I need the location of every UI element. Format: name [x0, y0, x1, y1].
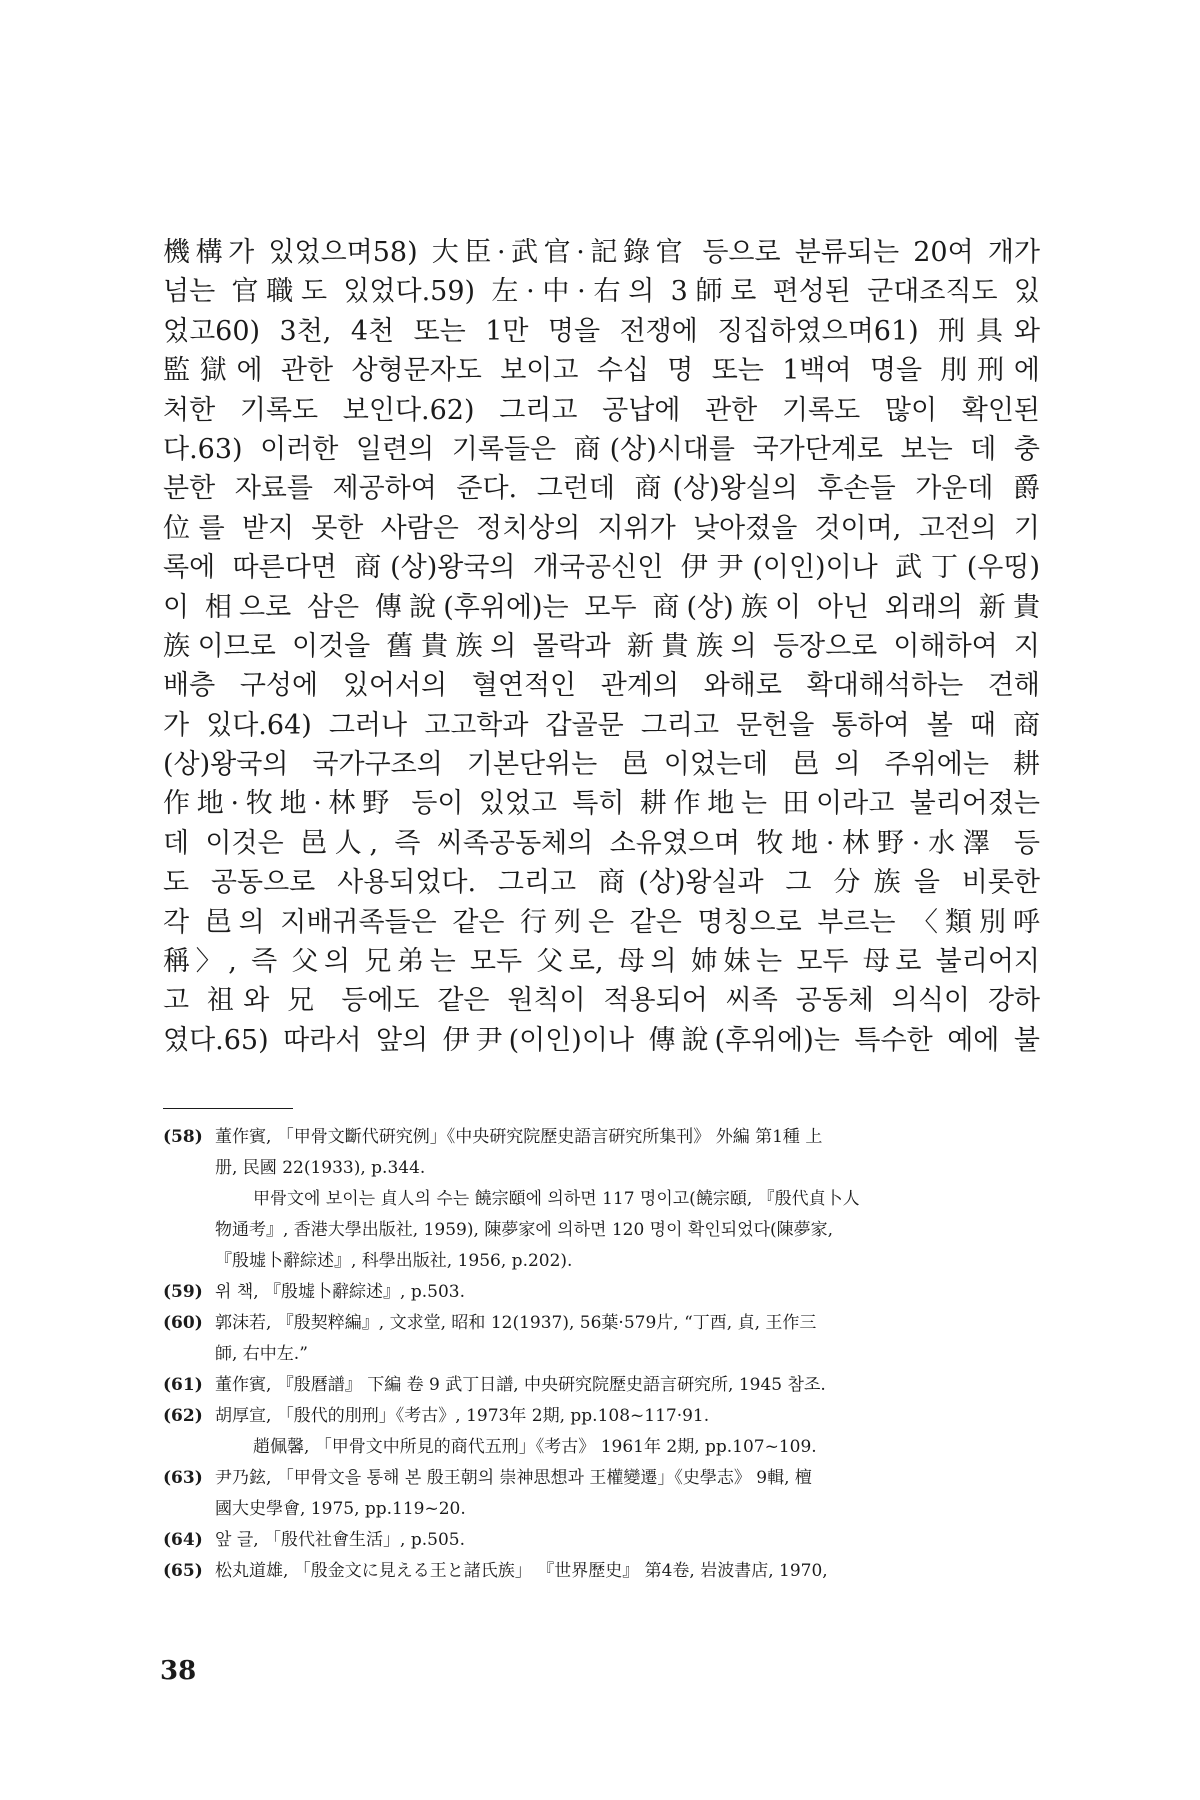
footnote-text: 董作賓, 『殷曆譜』 下編 卷 9 武丁日譜, 中央硏究院歷史語言硏究所, 1945 참조.	[215, 1375, 826, 1395]
footnote-text: 物通考』, 香港大學出版社, 1959), 陳夢家에 의하면 120 명이 확인되었다(陳夢家,	[215, 1220, 834, 1240]
footnote-continuation	[163, 1432, 1040, 1463]
footnote-60	[163, 1308, 1040, 1339]
footnote-text: 董作賓, 「甲骨文斷代硏究例」《中央硏究院歷史語言硏究所集刊》 外編 第1種 上	[215, 1127, 823, 1147]
footnote-text: 앞 글, 「殷代社會生活」, p.505.	[215, 1530, 466, 1550]
footnote-text: 『殷墟卜辭綜述』, 科學出版社, 1956, p.202).	[215, 1251, 573, 1271]
footnote-59	[163, 1277, 1040, 1308]
footnote-number: (59)	[163, 1282, 203, 1302]
page-number: 38	[160, 1656, 197, 1686]
footnote-text: 册, 民國 22(1933), p.344.	[215, 1158, 426, 1178]
text-line: 분한 자료를 제공하여 준다. 그런데 商(상)왕실의 후손들 가운데 爵	[163, 473, 1040, 505]
footnotes	[163, 1122, 1040, 1587]
footnote-58	[163, 1122, 1040, 1153]
text-line: 다.63) 이러한 일련의 기록들은 商(상)시대를 국가단계로 보는 데 충	[163, 433, 1040, 465]
text-line: 넘는 官職도 있었다.59) 左·中·右의 3師로 편성된 군대조직도 있	[163, 276, 1040, 308]
footnote-64	[163, 1525, 1040, 1556]
footnote-number: (64)	[163, 1530, 203, 1550]
footnote-text: 國大史學會, 1975, pp.119~20.	[215, 1499, 466, 1519]
footnote-text: 松丸道雄, 「殷金文に見える王と諸氏族」 『世界歷史』 第4卷, 岩波書店, 1970,	[215, 1561, 828, 1581]
text-line: 가 있다.64) 그러나 고고학과 갑골문 그리고 문헌을 통하여 볼 때 商	[163, 709, 1040, 741]
footnote-number: (61)	[163, 1375, 203, 1395]
text-line: 도 공동으로 사용되었다. 그리고 商(상)왕실과 그 分族을 비롯한	[163, 867, 1040, 899]
text-line: 族이므로 이것을 舊貴族의 몰락과 新貴族의 등장으로 이해하여 지	[163, 630, 1040, 662]
footnote-number: (58)	[163, 1127, 203, 1147]
text-line: 監獄에 관한 상형문자도 보이고 수십 명 또는 1백여 명을 刖刑에	[163, 355, 1040, 387]
footnote-continuation	[163, 1215, 1040, 1246]
footnote-text: 師, 右中左.”	[215, 1344, 308, 1364]
footnote-continuation	[163, 1184, 1040, 1215]
text-line: 데 이것은 邑人, 즉 씨족공동체의 소유였으며 牧地·林野·水澤 등	[163, 827, 1040, 859]
text-line: 록에 따른다면 商(상)왕국의 개국공신인 伊尹(이인)이나 武丁(우띵)	[163, 552, 1040, 584]
footnote-text: 胡厚宣, 「殷代的刖刑」《考古》, 1973年 2期, pp.108~117·91.	[215, 1406, 710, 1426]
body-text	[163, 233, 1040, 1060]
text-line: 이 相으로 삼은 傳說(후위에)는 모두 商(상)族이 아닌 외래의 新貴	[163, 591, 1040, 623]
footnote-text: 위 책, 『殷墟卜辭綜述』, p.503.	[215, 1282, 466, 1302]
footnote-number: (62)	[163, 1406, 203, 1426]
footnote-number: (63)	[163, 1468, 203, 1488]
footnote-divider	[163, 1108, 293, 1109]
footnote-text: 趙佩馨, 「甲骨文中所見的商代五刑」《考古》 1961年 2期, pp.107~109.	[253, 1437, 817, 1457]
text-line: 位를 받지 못한 사람은 정치상의 지위가 낮아졌을 것이며, 고전의 기	[163, 512, 1040, 544]
footnote-continuation	[163, 1339, 1040, 1370]
text-line: 처한 기록도 보인다.62) 그리고 공납에 관한 기록도 많이 확인된	[163, 394, 1040, 426]
text-line: 였다.65) 따라서 앞의 伊尹(이인)이나 傳說(후위에)는 특수한 예에 불	[163, 1024, 1040, 1056]
text-line: 機構가 있었으며58) 大臣·武官·記錄官 등으로 분류되는 20여 개가	[163, 237, 1040, 268]
footnote-62	[163, 1401, 1040, 1432]
footnote-text: 郭沫若, 『殷契粹編』, 文求堂, 昭和 12(1937), 56葉·579片, “丁酉, 貞, 王作三	[215, 1313, 817, 1333]
text-line: (상)왕국의 국가구조의 기본단위는 邑이었는데 邑의 주위에는 耕	[163, 749, 1040, 781]
footnote-text: 尹乃鉉, 「甲骨文을 통해 본 殷王朝의 崇神思想과 王權變遷」《史學志》 9輯, 檀	[215, 1468, 812, 1488]
text-line: 각 邑의 지배귀족들은 같은 行列은 같은 명칭으로 부르는 〈類別呼	[163, 906, 1040, 938]
text-line: 배층 구성에 있어서의 혈연적인 관계의 와해로 확대해석하는 견해	[163, 670, 1040, 702]
text-line: 고 祖와 兄 등에도 같은 원칙이 적용되어 씨족 공동체 의식이 강하	[163, 985, 1040, 1017]
footnote-61	[163, 1370, 1040, 1401]
footnote-number: (65)	[163, 1561, 203, 1581]
footnote-number: (60)	[163, 1313, 203, 1333]
text-line: 었고60) 3천, 4천 또는 1만 명을 전쟁에 징집하였으며61) 刑具와	[163, 315, 1040, 347]
footnote-continuation	[163, 1246, 1040, 1277]
footnote-text: 甲骨文에 보이는 貞人의 수는 饒宗頤에 의하면 117 명이고(饒宗頤, 『殷代貞卜人	[253, 1189, 860, 1209]
footnote-63	[163, 1463, 1040, 1494]
footnote-continuation	[163, 1494, 1040, 1525]
text-line: 稱〉, 즉 父의 兄弟는 모두 父로, 母의 姉妹는 모두 母로 불리어지	[163, 946, 1040, 978]
footnote-65	[163, 1556, 1040, 1587]
footnote-continuation	[163, 1153, 1040, 1184]
text-line: 作地·牧地·林野 등이 있었고 특히 耕作地는 田이라고 불리어졌는	[163, 788, 1040, 820]
